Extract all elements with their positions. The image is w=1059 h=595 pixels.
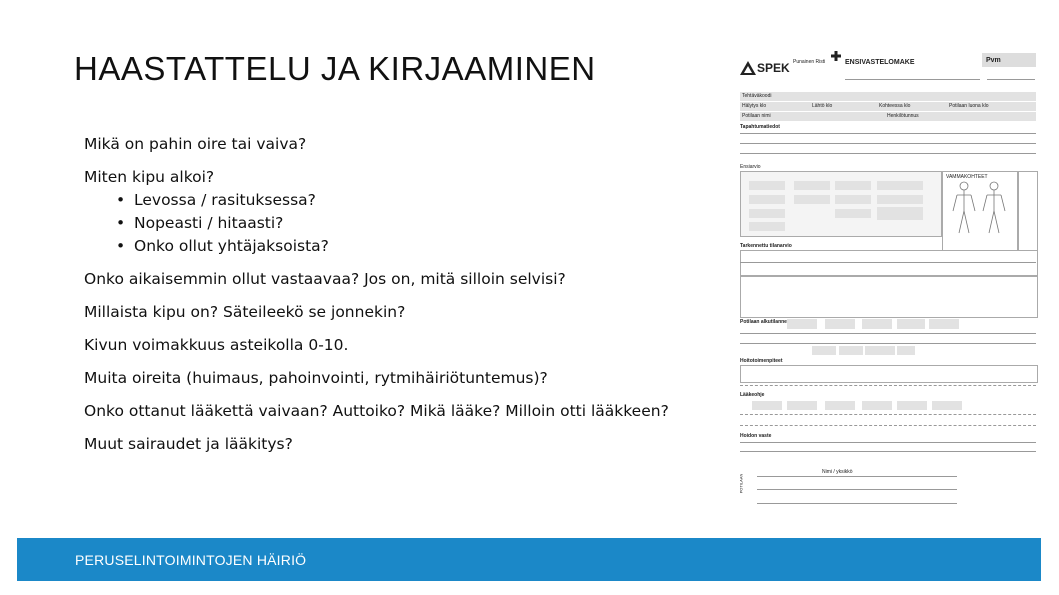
form-row-label: Tehtäväkoodi: [742, 93, 772, 99]
form-side-grid: [1018, 171, 1038, 253]
form-section-label: Ensiarvio: [740, 164, 761, 170]
question-pain-onset: Miten kipu alkoi?: [84, 168, 215, 186]
bullet-item: • Nopeasti / hitaasti?: [122, 212, 684, 235]
form-row-label: Kohteessa klo: [879, 103, 911, 109]
question-pain-scale: Kivun voimakkuus asteikolla 0-10.: [84, 336, 349, 354]
form-row-label: Potilaan luona klo: [949, 103, 989, 109]
form-section-label: Potilaan alkutilanne: [740, 319, 787, 325]
form-row-label: Henkilötunnus: [887, 113, 919, 119]
form-date-label: Pvm: [986, 57, 1001, 64]
body-chart-title: VAMMAKOHTEET: [946, 174, 988, 180]
form-section-label: Tapahtumatiedot: [740, 124, 780, 130]
slide-title: HAASTATTELU JA KIRJAAMINEN: [74, 50, 596, 87]
form-row: [740, 92, 1036, 101]
form-title: ENSIVASTELOMAKE: [845, 59, 915, 66]
question-medication-taken: Onko ottanut lääkettä vaivaan? Auttoiko? Mikä lääke? Milloin otti lääkkeen?: [84, 402, 669, 420]
form-row-label: Potilaan nimi: [742, 113, 771, 119]
spek-logo-icon: [740, 61, 756, 75]
form-row-label: Nimi / yksikkö: [822, 469, 853, 475]
form-vitals-table: [740, 276, 1038, 318]
form-treatment-grid: [740, 365, 1038, 383]
question-list: [84, 133, 684, 466]
question-pain-onset-group: [84, 166, 684, 258]
question-pain-type: Millaista kipu on? Säteileekö se jonnekin?: [84, 303, 406, 321]
bullet-item: • Levossa / rasituksessa?: [122, 189, 684, 212]
footer-title: PERUSELINTOIMINTOJEN HÄIRIÖ: [75, 552, 307, 568]
form-row-label: Lähtö klo: [812, 103, 833, 109]
form-side-label: POTILAAN: [738, 473, 744, 494]
bullet-item: • Onko ollut yhtäjaksoista?: [122, 235, 684, 258]
question-other-symptoms: Muita oireita (huimaus, pahoinvointi, rytmihäiriötuntemus)?: [84, 369, 548, 387]
red-cross-icon: [831, 51, 841, 61]
question-other-diseases: Muut sairaudet ja lääkitys?: [84, 435, 293, 453]
question-previous: Onko aikaisemmin ollut vastaavaa? Jos on, mitä silloin selvisi?: [84, 270, 566, 288]
form-section-label: Hoidon vaste: [740, 433, 772, 439]
footer-bar: [17, 538, 1041, 581]
ensivastelomake-form-image: [737, 51, 1037, 506]
form-section-label: Lääkeohje: [740, 392, 765, 398]
form-org-logo: SPEK: [757, 61, 790, 75]
form-section-label: Hoitotoimenpiteet: [740, 358, 783, 364]
question-worst-symptom: Mikä on pahin oire tai vaiva?: [84, 135, 307, 153]
body-figure-icon: [949, 181, 1009, 236]
form-section-label: Tarkennettu tilanarvio: [740, 243, 792, 249]
form-vitals-header: [740, 250, 1038, 276]
form-row-label: Hälytys klo: [742, 103, 767, 109]
pain-onset-bullets: [84, 189, 684, 258]
form-org2: Punainen Risti: [793, 59, 826, 65]
